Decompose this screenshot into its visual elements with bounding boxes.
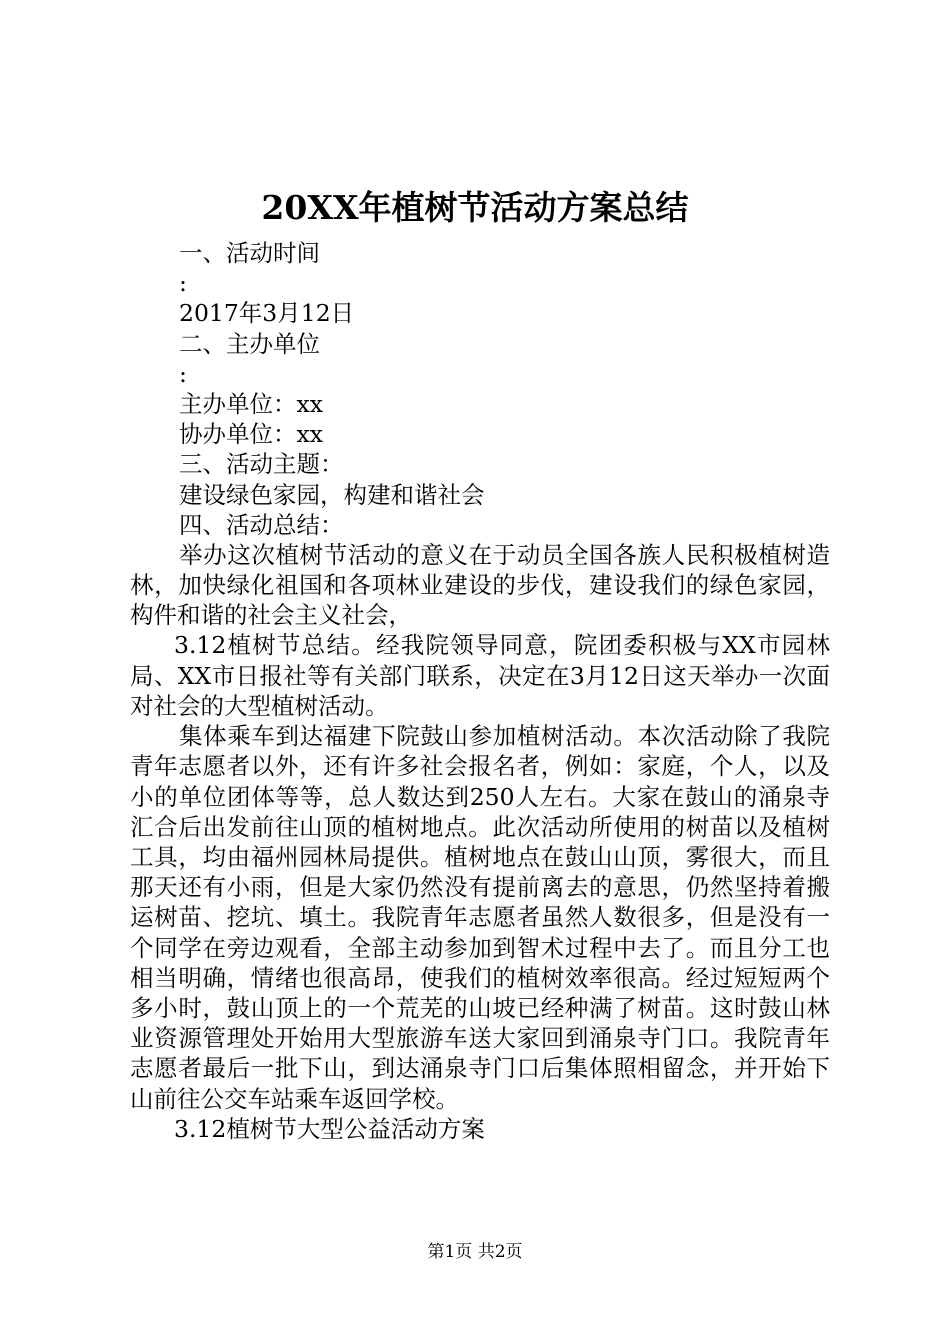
section-heading-theme: 三、活动主题： [179, 450, 344, 479]
cohost-unit: 协办单位：xx [179, 420, 324, 449]
colon-line: : [179, 359, 187, 388]
section-heading-organizer: 二、主办单位 [179, 329, 320, 358]
paragraph: 3.12植树节总结。经我院领导同意，院团委积极与XX市园林局、XX市日报社等有关部门联系，决定在3月12日这天举办一次面对社会的大型植树活动。 [130, 631, 830, 720]
host-unit: 主办单位：xx [179, 389, 324, 418]
colon-line: : [179, 269, 187, 298]
section-heading-summary: 四、活动总结： [179, 510, 344, 539]
section-heading-time: 一、活动时间 [179, 239, 320, 267]
document-body [130, 238, 830, 1144]
paragraph: 3.12植树节大型公益活动方案 [174, 1114, 485, 1143]
paragraph: 举办这次植树节活动的意义在于动员全国各族人民积极植树造林，加快绿化祖国和各项林业建设的步伐，建设我们的绿色家园，构件和谐的社会主义社会， [130, 540, 830, 630]
paragraph: 集体乘车到达福建下院鼓山参加植树活动。本次活动除了我院青年志愿者以外，还有许多社会报名者，例如：家庭，个人，以及小的单位团体等等，总人数达到250人左右。大家在鼓山的涌泉寺汇合后出发前往山顶的植树地点。此次活动所使用的树苗以及植树工具，均由福州园林局提供。植树地点在鼓山山顶，雾很大，而且那天还有小雨，但是大家仍然没有提前离去的意思，仍然坚持着搬运树苗、挖坑、填土。我院青年志愿者虽然人数很多，但是没有一个同学在旁边观看，全部主动参加到智术过程中去了。而且分工也相当明确，情绪也很高昂，使我们的植树效率很高。经过短短两个多小时，鼓山顶上的一个荒芜的山坡已经种满了树苗。这时鼓山林业资源管理处开始用大型旅游车送大家回到涌泉寺门口。我院青年志愿者最后一批下山，到达涌泉寺门口后集体照相留念，并开始下山前往公交车站乘车返回学校。 [130, 722, 830, 1113]
document-title: 20XX年植树节活动方案总结 [261, 188, 689, 227]
activity-date: 2017年3月12日 [179, 299, 355, 328]
activity-theme: 建设绿色家园，构建和谐社会 [179, 480, 485, 509]
page-number: 第1页 共2页 [427, 1242, 523, 1262]
